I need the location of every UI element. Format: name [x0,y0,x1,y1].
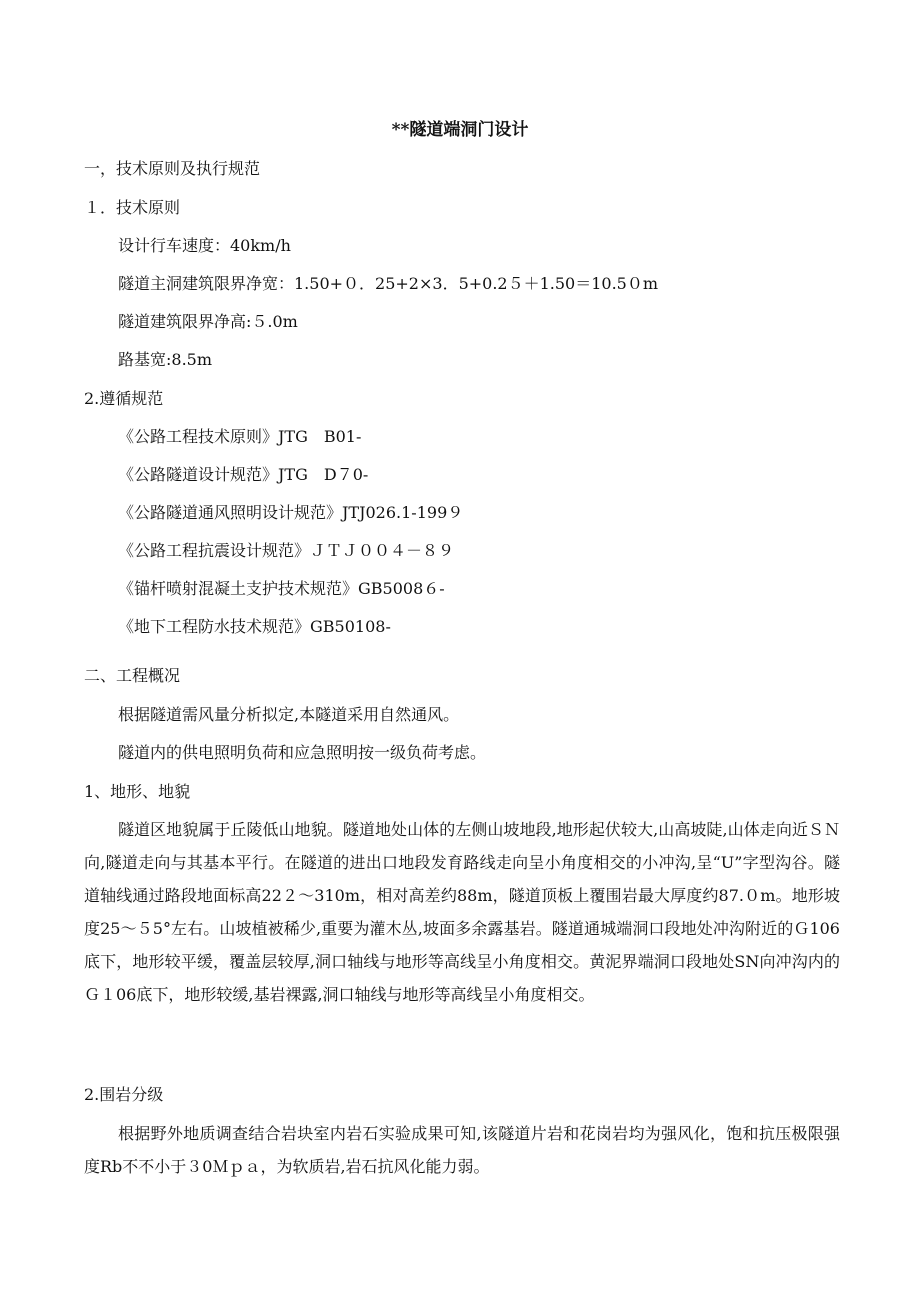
subsection-2-1-heading: 1、地形、地貌 [84,782,191,801]
spec-design-speed: 设计行车速度：40km/h [118,236,291,255]
standard-item: 《公路隧道设计规范》JTG D７0- [118,465,369,484]
subsection-2-2-heading: 2.围岩分级 [84,1085,164,1104]
intro-line: 根据隧道需风量分析拟定,本隧道采用自然通风。 [118,705,460,724]
spec-roadbed-width: 路基宽:8.5m [118,350,213,369]
standard-item: 《锚杆喷射混凝土支护技术规范》GB5008６- [118,579,445,598]
spec-clearance-height: 隧道建筑限界净高:５.0m [118,312,298,331]
standard-item: 《公路工程抗震设计规范》ＪＴＪ００４－８９ [118,541,455,560]
section-1-heading: 一，技术原则及执行规范 [84,159,261,178]
subsection-1-1-heading: １．技术原则 [84,198,181,217]
rock-grade-paragraph: 根据野外地质调查结合岩块室内岩石实验成果可知,该隧道片岩和花岗岩均为强风化，饱和抗压极限强度Rb不不小于３0Ｍｐａ，为软质岩,岩石抗风化能力弱。 [84,1124,840,1176]
intro-line: 隧道内的供电照明负荷和应急照明按一级负荷考虑。 [118,743,487,762]
standard-item: 《公路隧道通风照明设计规范》JTJ026.1-199９ [118,503,464,522]
standard-item: 《公路工程技术原则》JTG B01- [118,427,362,446]
spec-clearance-width: 隧道主洞建筑限界净宽：1.50+０．25+2×3．5+0.2５＋1.50＝10.5０m [118,274,659,293]
document-title: **隧道端洞门设计 [391,120,529,140]
subsection-1-2-heading: 2.遵循规范 [84,389,164,408]
terrain-paragraph: 隧道区地貌属于丘陵低山地貌。隧道地处山体的左侧山坡地段,地形起伏较大,山高坡陡,山体走向近ＳＮ向,隧道走向与其基本平行。在隧道的进出口地段发育路线走向呈小角度相交的小冲沟,呈“U”字型沟谷。隧道轴线通过路段地面标高22２～310m，相对高差约88m，隧道顶板上覆围岩最大厚度约87.０m。地形坡度25～５5°左右。山坡植被稀少,重要为灌木丛,坡面多余露基岩。隧道通城端洞口段地处冲沟附近的Ｇ106底下，地形较平缓，覆盖层较厚,洞口轴线与地形等高线呈小角度相交。黄泥界端洞口段地处SN向冲沟内的Ｇ１06底下，地形较缓,基岩裸露,洞口轴线与地形等高线呈小角度相交。 [84,820,840,1004]
section-2-heading: 二、工程概况 [84,666,181,685]
standard-item: 《地下工程防水技术规范》GB50108- [118,617,391,636]
